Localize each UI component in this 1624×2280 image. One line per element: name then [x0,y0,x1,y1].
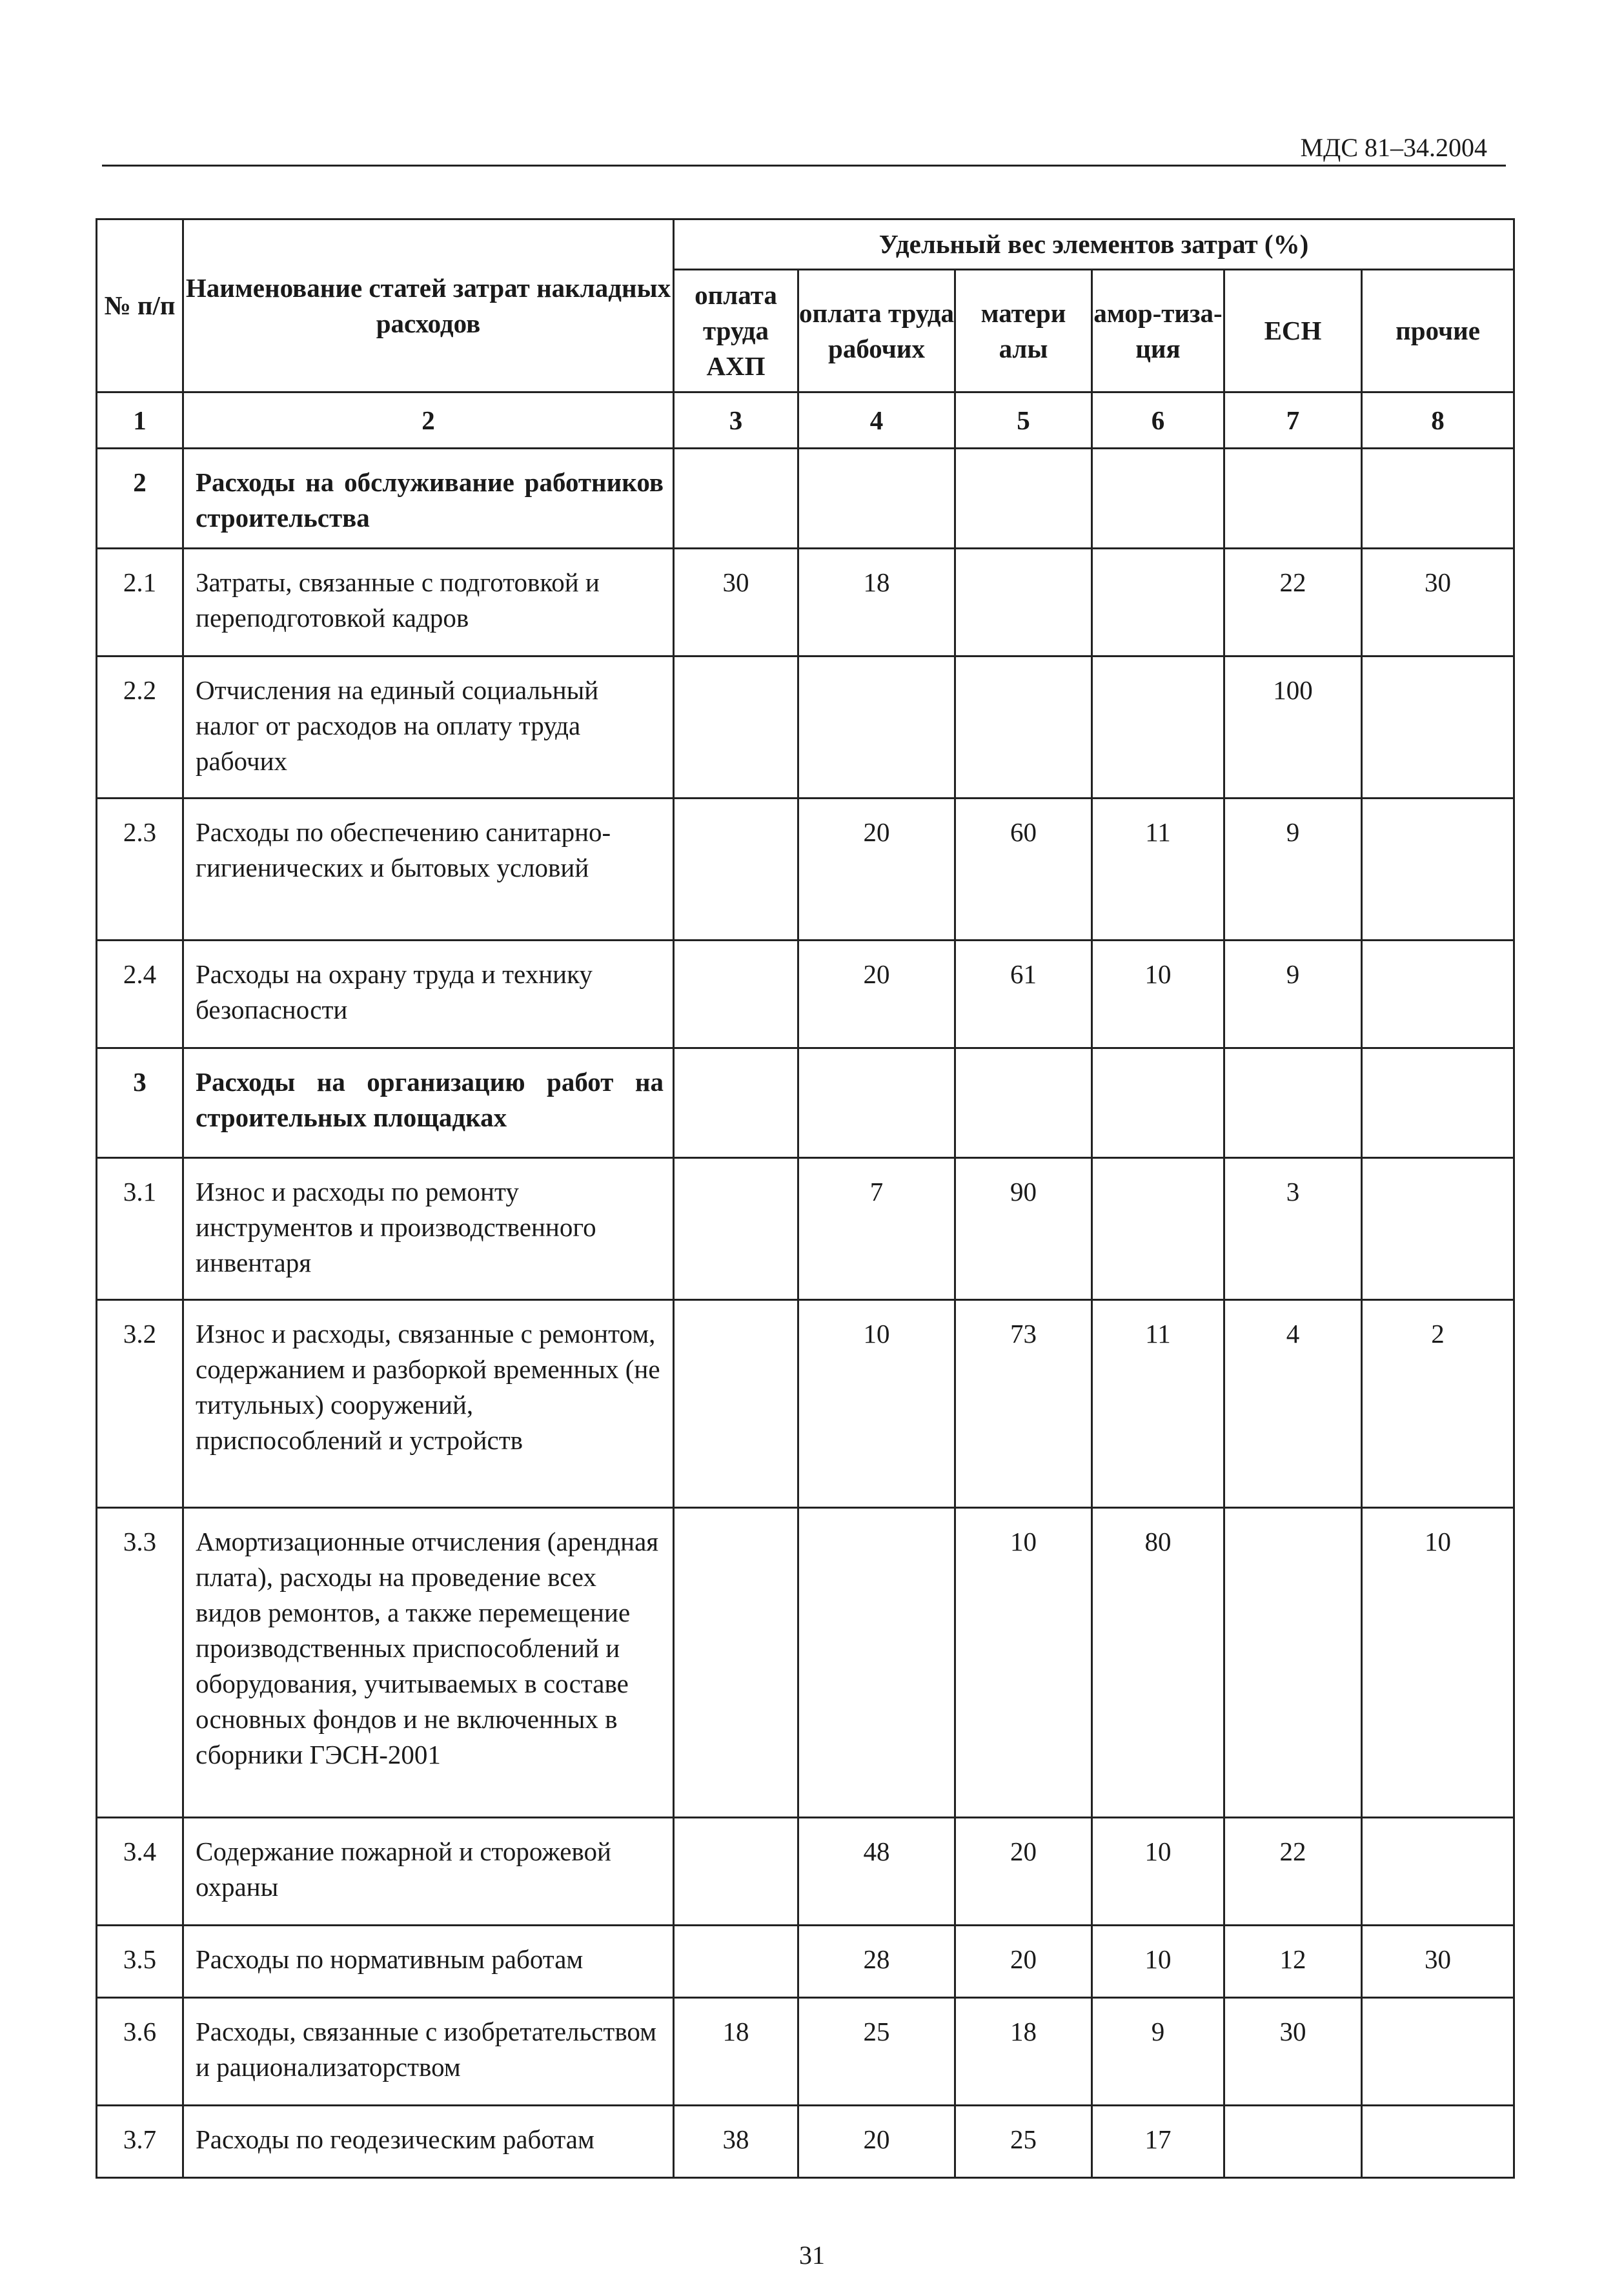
row-number: 3.1 [97,1158,183,1300]
row-number: 3.7 [97,2106,183,2178]
row-value [674,1158,798,1300]
row-value [1362,449,1514,549]
header-sub-cell: ЕСН [1224,270,1362,392]
row-value: 20 [955,1926,1092,1998]
page-number: 31 [799,2241,825,2270]
row-name: Износ и расходы по ремонту инструментов и производственного инвентаря [183,1158,674,1300]
cost-table [96,218,1515,2179]
table-row [97,1508,1514,1818]
column-number: 2 [183,392,674,449]
table-row [97,2106,1514,2178]
row-value [1362,941,1514,1048]
row-value [674,1300,798,1508]
header-sub-cell: оплата труда рабочих [798,270,955,392]
row-value: 22 [1224,1818,1362,1926]
row-value [798,449,955,549]
row-number: 3.4 [97,1818,183,1926]
row-value: 4 [1224,1300,1362,1508]
row-name: Расходы, связанные с изобретательством и рационализаторством [183,1998,674,2106]
row-value [1092,657,1224,799]
row-value: 38 [674,2106,798,2178]
row-name: Расходы по обеспечению санитарно-гигиенических и бытовых условий [183,799,674,941]
row-value: 10 [798,1300,955,1508]
row-name: Расходы на организацию работ на строительных площадках [183,1048,674,1158]
header-sub-cell: матери алы [955,270,1092,392]
row-value: 61 [955,941,1092,1048]
header-sub-cell: прочие [1362,270,1514,392]
row-name: Содержание пожарной и сторожевой охраны [183,1818,674,1926]
row-value: 20 [798,2106,955,2178]
document-code: МДС 81–34.2004 [1300,133,1487,162]
row-value [1224,1048,1362,1158]
row-number: 3 [97,1048,183,1158]
row-value: 20 [955,1818,1092,1926]
row-number: 2.3 [97,799,183,941]
header-row-group [97,219,1514,270]
row-value: 73 [955,1300,1092,1508]
row-number: 3.5 [97,1926,183,1998]
row-value [1092,1048,1224,1158]
table-row [97,1818,1514,1926]
row-value: 10 [1362,1508,1514,1818]
row-value [674,1926,798,1998]
table-row [97,1926,1514,1998]
row-value [1224,2106,1362,2178]
row-number: 2.4 [97,941,183,1048]
row-value: 48 [798,1818,955,1926]
row-value [1092,1158,1224,1300]
row-value: 11 [1092,1300,1224,1508]
row-value [674,1508,798,1818]
table-row [97,1048,1514,1158]
row-number: 3.6 [97,1998,183,2106]
header-col-no: № п/п [97,219,183,392]
column-number: 1 [97,392,183,449]
row-value: 25 [955,2106,1092,2178]
header-sub-cell: оплата труда АХП [674,270,798,392]
row-value: 12 [1224,1926,1362,1998]
row-value [798,1048,955,1158]
row-value: 10 [955,1508,1092,1818]
row-value [674,657,798,799]
row-number: 2 [97,449,183,549]
column-number: 3 [674,392,798,449]
header-col-name: Наименование статей затрат накладных расходов [183,219,674,392]
row-number: 2.2 [97,657,183,799]
column-number: 8 [1362,392,1514,449]
row-value: 9 [1092,1998,1224,2106]
table-row [97,799,1514,941]
column-number: 7 [1224,392,1362,449]
row-value: 17 [1092,2106,1224,2178]
row-value: 10 [1092,1926,1224,1998]
row-value [674,941,798,1048]
header-rule [102,165,1506,167]
row-value [955,549,1092,657]
row-value [1092,449,1224,549]
row-value: 100 [1224,657,1362,799]
row-value [1224,449,1362,549]
row-value [1362,1998,1514,2106]
row-value: 30 [1224,1998,1362,2106]
row-value [1362,2106,1514,2178]
column-number: 4 [798,392,955,449]
row-value [674,449,798,549]
row-number: 3.3 [97,1508,183,1818]
header-row-numbers [97,392,1514,449]
row-value [798,1508,955,1818]
row-value: 10 [1092,1818,1224,1926]
row-value: 28 [798,1926,955,1998]
row-value: 18 [955,1998,1092,2106]
row-value: 90 [955,1158,1092,1300]
table-row [97,1158,1514,1300]
row-value: 18 [674,1998,798,2106]
row-name: Затраты, связанные с подготовкой и переподготовкой кадров [183,549,674,657]
row-value [674,1818,798,1926]
row-value [1362,1048,1514,1158]
row-value [674,1048,798,1158]
row-value [955,449,1092,549]
row-value [1362,1158,1514,1300]
row-name: Амортизационные отчисления (арендная плата), расходы на проведение всех видов ремонтов, а также перемещение производственных приспособлений и оборудования, учитываемых в составе основных фондов и не включенных в сборники ГЭСН-2001 [183,1508,674,1818]
row-number: 2.1 [97,549,183,657]
row-value [955,1048,1092,1158]
table-row [97,1998,1514,2106]
row-value: 80 [1092,1508,1224,1818]
row-number: 3.2 [97,1300,183,1508]
row-value [1362,799,1514,941]
row-value [674,799,798,941]
header-group-weight: Удельный вес элементов затрат (%) [674,219,1514,270]
row-value: 11 [1092,799,1224,941]
row-value [955,657,1092,799]
row-value: 2 [1362,1300,1514,1508]
row-value [798,657,955,799]
row-value [1092,549,1224,657]
table-row [97,657,1514,799]
row-name: Расходы на охрану труда и технику безопасности [183,941,674,1048]
row-name: Расходы по нормативным работам [183,1926,674,1998]
row-value: 25 [798,1998,955,2106]
row-value [1224,1508,1362,1818]
column-number: 6 [1092,392,1224,449]
header-sub-cell: амор-тиза-ция [1092,270,1224,392]
row-value: 30 [674,549,798,657]
row-name: Расходы на обслуживание работников строительства [183,449,674,549]
table-row [97,1300,1514,1508]
row-value: 10 [1092,941,1224,1048]
row-value: 60 [955,799,1092,941]
row-value: 30 [1362,549,1514,657]
row-name: Расходы по геодезическим работам [183,2106,674,2178]
row-name: Отчисления на единый социальный налог от расходов на оплату труда рабочих [183,657,674,799]
column-number: 5 [955,392,1092,449]
row-name: Износ и расходы, связанные с ремонтом, содержанием и разборкой временных (не титульных) сооружений, приспособлений и устройств [183,1300,674,1508]
row-value: 9 [1224,799,1362,941]
row-value [1362,657,1514,799]
row-value: 22 [1224,549,1362,657]
row-value: 30 [1362,1926,1514,1998]
table-row [97,449,1514,549]
table-row [97,941,1514,1048]
table-row [97,549,1514,657]
row-value: 3 [1224,1158,1362,1300]
table-body [97,449,1514,2178]
row-value: 7 [798,1158,955,1300]
row-value: 20 [798,941,955,1048]
row-value: 20 [798,799,955,941]
row-value: 9 [1224,941,1362,1048]
row-value: 18 [798,549,955,657]
row-value [1362,1818,1514,1926]
